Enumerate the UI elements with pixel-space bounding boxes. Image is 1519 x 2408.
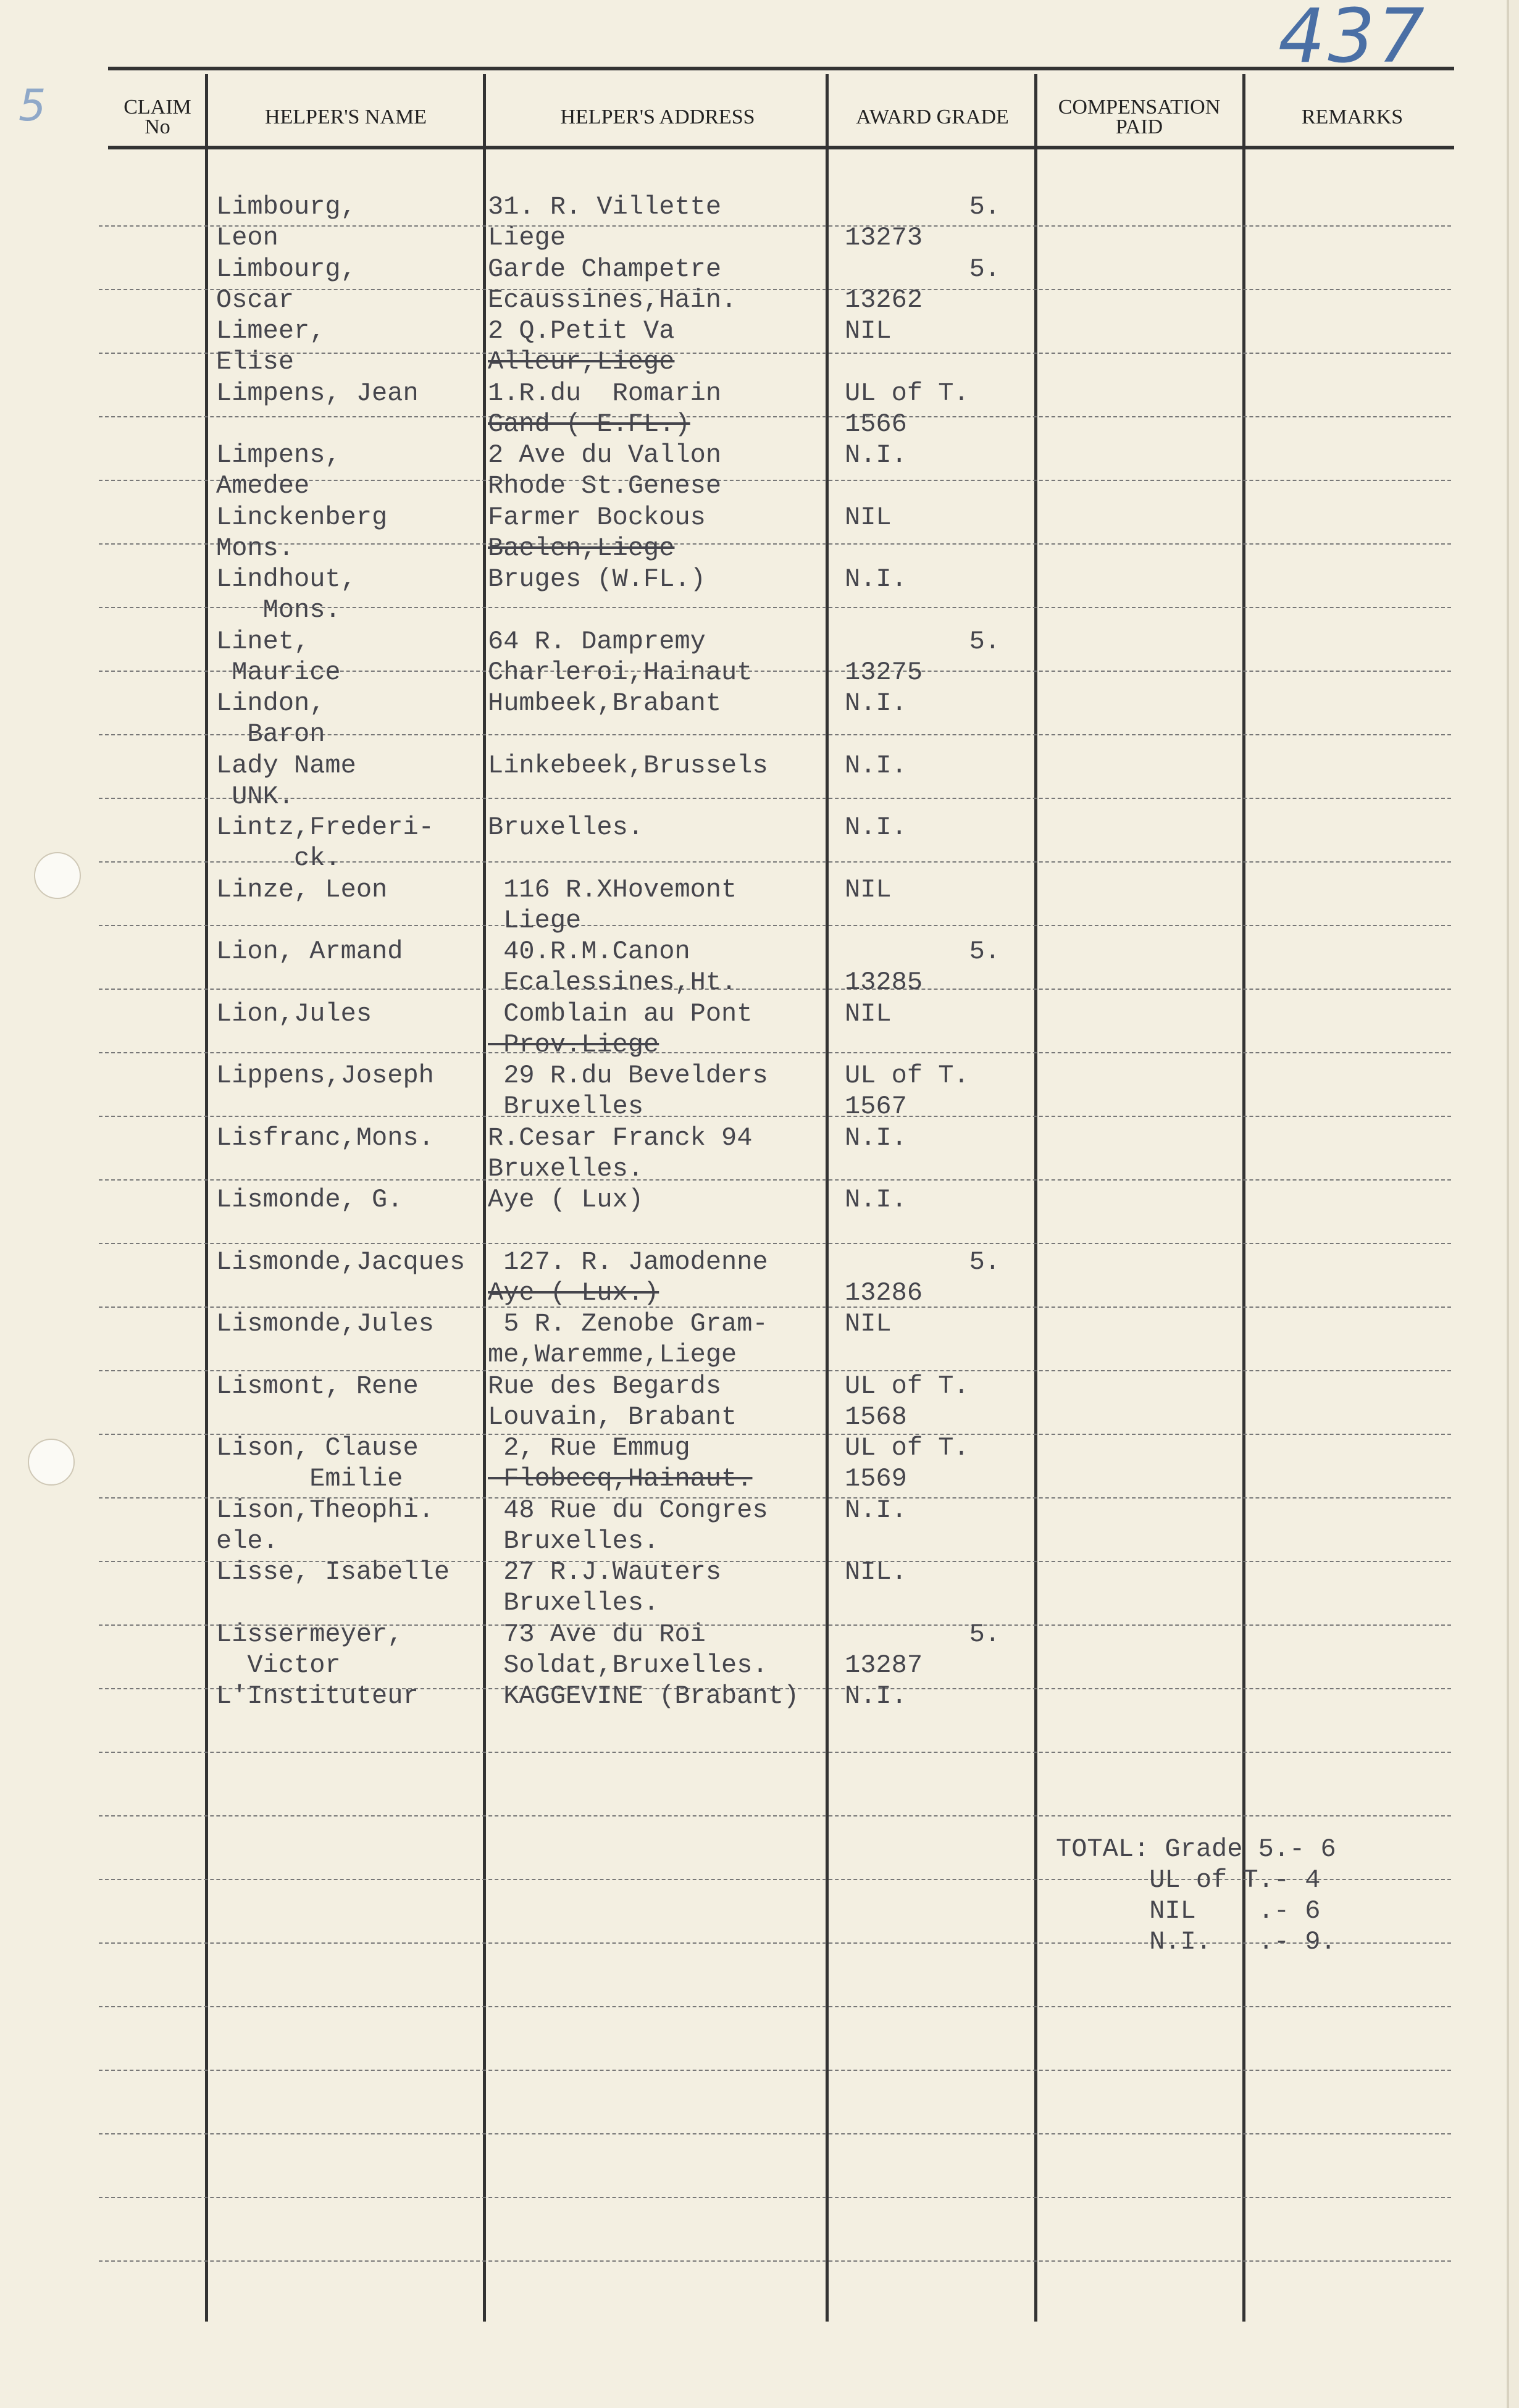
helper-name bbox=[216, 316, 325, 377]
award-grade bbox=[840, 688, 1000, 719]
award-value: N.I. bbox=[845, 813, 907, 842]
ruled-line bbox=[99, 2070, 1451, 2071]
header-helper-address: HELPER'S ADDRESS bbox=[560, 106, 755, 128]
table-row bbox=[0, 750, 1507, 812]
award-grade bbox=[840, 1060, 1000, 1122]
helper-name-line: Lady Name bbox=[216, 750, 356, 780]
table-row bbox=[0, 998, 1507, 1060]
award-grade bbox=[840, 1371, 1000, 1432]
award-grade bbox=[840, 378, 1000, 440]
helper-name-line: Lismonde,Jules bbox=[216, 1309, 434, 1339]
helper-name bbox=[216, 1308, 434, 1339]
table-row bbox=[0, 316, 1507, 377]
grade-value: 5. bbox=[969, 1619, 1000, 1649]
table-row bbox=[0, 1122, 1507, 1184]
helper-address bbox=[488, 750, 768, 781]
helper-address-line: 64 R. Dampremy bbox=[488, 626, 706, 656]
totals-block bbox=[1056, 1834, 1336, 1957]
helper-name bbox=[216, 1247, 465, 1277]
header-remarks: REMARKS bbox=[1301, 106, 1404, 128]
helper-name-line: Victor bbox=[216, 1650, 341, 1680]
helper-name-line: Emilie bbox=[216, 1464, 403, 1494]
helper-address bbox=[488, 502, 706, 564]
helper-name bbox=[216, 1495, 434, 1557]
helper-name bbox=[216, 750, 356, 812]
helper-address-line: 1.R.du Romarin bbox=[488, 378, 722, 408]
grade-value: 5. bbox=[969, 937, 1000, 966]
helper-address bbox=[488, 936, 737, 998]
table-row bbox=[0, 936, 1507, 998]
award-value: NIL. bbox=[845, 1557, 907, 1587]
helper-address-line: Bruxelles. bbox=[488, 1153, 644, 1184]
award-value: N.I. bbox=[845, 1681, 907, 1711]
award-value: NIL bbox=[845, 502, 892, 532]
award-grade bbox=[840, 1557, 1000, 1587]
ruled-line bbox=[99, 1752, 1451, 1753]
total-line: NIL .- 6 bbox=[1056, 1896, 1321, 1926]
header-claim-no: CLAIM No bbox=[123, 96, 191, 138]
helper-name-line: Mons. bbox=[216, 533, 295, 563]
award-grade bbox=[840, 1308, 1000, 1339]
helper-address-line: Prov.Liege bbox=[488, 1029, 659, 1060]
helper-address-line: Garde Champetre bbox=[488, 254, 722, 284]
helper-address-line: Comblain au Pont bbox=[488, 998, 753, 1029]
helper-address-line: me,Waremme,Liege bbox=[488, 1340, 737, 1369]
helper-address-line: Farmer Bockous bbox=[488, 502, 706, 532]
helper-name-line: Lismonde, G. bbox=[216, 1185, 403, 1214]
helper-name bbox=[216, 254, 356, 316]
helper-name-line: Lindon, bbox=[216, 688, 325, 718]
helper-address-line: 48 Rue du Congres bbox=[488, 1495, 768, 1525]
helper-address bbox=[488, 1060, 768, 1122]
helper-address bbox=[488, 1432, 752, 1494]
helper-address-line: Liege bbox=[488, 905, 582, 935]
total-line: UL of T.- 4 bbox=[1056, 1865, 1321, 1895]
helper-name bbox=[216, 1432, 419, 1494]
table-row bbox=[0, 378, 1507, 440]
helper-name-line: Limpens, Jean bbox=[216, 378, 419, 408]
table-row bbox=[0, 1060, 1507, 1122]
award-grade bbox=[840, 1432, 1000, 1494]
helper-name bbox=[216, 998, 372, 1029]
helper-address bbox=[488, 812, 643, 843]
helper-address bbox=[488, 688, 721, 719]
award-value: N.I. bbox=[845, 1122, 907, 1153]
grade-value: 5. bbox=[969, 626, 1000, 656]
award-value: N.I. bbox=[845, 564, 907, 594]
award-grade bbox=[840, 750, 1000, 781]
helper-name-line: Oscar bbox=[216, 285, 295, 315]
award-grade bbox=[840, 1122, 1000, 1153]
helper-address bbox=[488, 1247, 768, 1308]
award-value: N.I. bbox=[845, 750, 907, 780]
helper-address-line: 31. R. Villette bbox=[488, 192, 722, 222]
helper-address-line: Rue des Begards bbox=[488, 1371, 722, 1401]
helper-name bbox=[216, 564, 356, 625]
helper-address bbox=[488, 874, 737, 936]
helper-address-line: Alleur,Liege bbox=[488, 347, 675, 377]
award-value: UL of T. 1567 bbox=[845, 1061, 969, 1121]
award-value: N.I. bbox=[845, 1185, 907, 1214]
award-grade bbox=[840, 1495, 1000, 1526]
helper-address-line: 73 Ave du Roi bbox=[488, 1619, 706, 1649]
table-row bbox=[0, 1495, 1507, 1557]
award-value: 13275 bbox=[845, 657, 923, 687]
total-line: TOTAL: Grade 5.- 6 bbox=[1056, 1834, 1336, 1864]
table-row bbox=[0, 812, 1507, 874]
helper-name-line: Mons. bbox=[216, 595, 341, 625]
helper-name bbox=[216, 688, 325, 750]
table-row bbox=[0, 1371, 1507, 1432]
helper-name bbox=[216, 502, 387, 564]
table-row bbox=[0, 1247, 1507, 1308]
award-grade bbox=[840, 316, 1000, 346]
helper-name-line: ck. bbox=[216, 843, 341, 873]
award-value: NIL bbox=[845, 1309, 892, 1339]
helper-name-line: Lismont, Rene bbox=[216, 1371, 419, 1401]
helper-address-line: Ecaussines,Hain. bbox=[488, 285, 737, 315]
helper-address bbox=[488, 1122, 752, 1184]
helper-address-line: Rhode St.Genese bbox=[488, 471, 722, 501]
table-row bbox=[0, 1184, 1507, 1246]
ruled-line bbox=[99, 1815, 1451, 1816]
helper-name bbox=[216, 1557, 450, 1587]
helper-name bbox=[216, 626, 341, 688]
helper-name bbox=[216, 1184, 403, 1215]
helper-address-line: Soldat,Bruxelles. bbox=[488, 1650, 768, 1680]
table-row bbox=[0, 254, 1507, 316]
helper-address bbox=[488, 191, 721, 253]
award-value: UL of T. 1568 bbox=[845, 1371, 969, 1432]
helper-address-line: Linkebeek,Brussels bbox=[488, 750, 768, 780]
award-grade bbox=[840, 998, 1000, 1029]
table-row bbox=[0, 1681, 1507, 1742]
helper-name-line: L'Instituteur bbox=[216, 1681, 419, 1711]
helper-address-line: 5 R. Zenobe Gram- bbox=[488, 1309, 768, 1339]
helper-address-line: Aye ( Lux.) bbox=[488, 1277, 659, 1308]
grade-value: 5. bbox=[969, 192, 1000, 222]
helper-name-line: Lisse, Isabelle bbox=[216, 1557, 450, 1587]
helper-address-line: 2 Ave du Vallon bbox=[488, 440, 722, 470]
award-value: N.I. bbox=[845, 440, 907, 470]
award-value: 13286 bbox=[845, 1277, 923, 1308]
award-grade bbox=[840, 874, 1000, 905]
award-value: NIL bbox=[845, 874, 892, 905]
award-value: N.I. bbox=[845, 1495, 907, 1525]
helper-name-line: Lismonde,Jacques bbox=[216, 1247, 466, 1277]
helper-name-line: UNK. bbox=[216, 781, 295, 811]
helper-address-line: R.Cesar Franck 94 bbox=[488, 1122, 753, 1153]
helper-name-line: Limpens, bbox=[216, 440, 341, 470]
helper-address bbox=[488, 626, 752, 688]
helper-name-line: Lintz,Frederi- bbox=[216, 813, 434, 842]
helper-address bbox=[488, 1308, 768, 1370]
header-compensation-paid: COMPENSATION PAID bbox=[1058, 96, 1221, 138]
helper-name-line: Linze, Leon bbox=[216, 874, 388, 905]
table-row bbox=[0, 626, 1507, 688]
helper-name-line: Limeer, bbox=[216, 316, 325, 346]
helper-address bbox=[488, 378, 721, 440]
helper-address-line: KAGGEVINE (Brabant) bbox=[488, 1681, 800, 1711]
helper-name bbox=[216, 1371, 419, 1402]
helper-address-line: Flobecq,Hainaut. bbox=[488, 1464, 753, 1494]
helper-address-line: Louvain, Brabant bbox=[488, 1402, 737, 1432]
table-row bbox=[0, 440, 1507, 501]
helper-name bbox=[216, 812, 434, 874]
award-value: NIL bbox=[845, 316, 892, 346]
ruled-line bbox=[99, 2133, 1451, 2134]
helper-address-line: Charleroi,Hainaut bbox=[488, 657, 753, 687]
helper-address bbox=[488, 1495, 768, 1557]
table-row bbox=[0, 1432, 1507, 1494]
helper-address bbox=[488, 998, 752, 1060]
grade-value: 5. bbox=[969, 1247, 1000, 1277]
helper-address bbox=[488, 316, 674, 377]
helper-name-line: Lion,Jules bbox=[216, 998, 372, 1029]
header-award-grade: AWARD GRADE bbox=[856, 106, 1009, 128]
helper-address bbox=[488, 564, 706, 595]
helper-address bbox=[488, 1619, 768, 1681]
helper-name-line: Leon bbox=[216, 223, 278, 253]
helper-name bbox=[216, 378, 419, 409]
table-row bbox=[0, 874, 1507, 936]
helper-name bbox=[216, 874, 387, 905]
helper-address bbox=[488, 1557, 721, 1618]
helper-address bbox=[488, 254, 737, 316]
ruled-line bbox=[99, 2006, 1451, 2007]
helper-name bbox=[216, 191, 356, 253]
header-helper-name: HELPER'S NAME bbox=[264, 106, 427, 128]
helper-name bbox=[216, 1681, 419, 1712]
helper-address-line: Baelen,Liege bbox=[488, 533, 675, 563]
helper-name-line: ele. bbox=[216, 1526, 278, 1556]
table-row bbox=[0, 502, 1507, 564]
helper-name bbox=[216, 1060, 434, 1091]
award-grade bbox=[840, 1184, 1000, 1215]
helper-address-line: 127. R. Jamodenne bbox=[488, 1247, 768, 1277]
helper-address-line: 27 R.J.Wauters bbox=[488, 1557, 722, 1587]
award-value: 13287 bbox=[845, 1650, 923, 1680]
helper-address bbox=[488, 440, 721, 501]
helper-name bbox=[216, 1122, 434, 1153]
table-row bbox=[0, 1308, 1507, 1370]
award-grade bbox=[840, 440, 1000, 470]
helper-address-line: 2, Rue Emmug bbox=[488, 1433, 690, 1463]
helper-name-line: Lisfranc,Mons. bbox=[216, 1122, 434, 1153]
helper-name-line: Lion, Armand bbox=[216, 937, 403, 966]
helper-address bbox=[488, 1184, 643, 1215]
table-row bbox=[0, 1619, 1507, 1681]
helper-address-line: Bruxelles bbox=[488, 1092, 644, 1121]
page-number: 437 bbox=[1278, 0, 1428, 80]
helper-name-line: Maurice bbox=[216, 657, 341, 687]
helper-name-line: Limbourg, bbox=[216, 192, 356, 222]
helper-address-line: 116 R.XHovemont bbox=[488, 874, 737, 905]
award-value: NIL bbox=[845, 998, 892, 1029]
helper-address-line: Bruxelles. bbox=[488, 1588, 659, 1618]
award-value: 13285 bbox=[845, 968, 923, 997]
helper-address-line: Humbeek,Brabant bbox=[488, 688, 722, 718]
helper-address-line: 29 R.du Bevelders bbox=[488, 1061, 768, 1090]
award-value: UL of T. 1566 bbox=[845, 378, 969, 439]
helper-name-line: Limbourg, bbox=[216, 254, 356, 284]
award-value: 13273 bbox=[845, 223, 923, 253]
helper-address bbox=[488, 1681, 799, 1712]
award-value: UL of T. 1569 bbox=[845, 1433, 969, 1494]
helper-name bbox=[216, 936, 403, 967]
award-grade bbox=[840, 812, 1000, 843]
helper-address-line: Bruxelles. bbox=[488, 1526, 659, 1556]
helper-name-line: Lissermeyer, bbox=[216, 1619, 403, 1649]
helper-name bbox=[216, 1619, 403, 1681]
helper-name bbox=[216, 440, 341, 501]
helper-address-line: Liege bbox=[488, 223, 566, 253]
helper-address-line: Gand ( E.FL.) bbox=[488, 409, 690, 439]
helper-name-line: Amedee bbox=[216, 471, 310, 501]
helper-address-line: Ecalessines,Ht. bbox=[488, 968, 737, 997]
award-grade bbox=[840, 502, 1000, 533]
award-grade bbox=[840, 1681, 1000, 1712]
helper-name-line: Elise bbox=[216, 347, 295, 377]
margin-mark: 5 bbox=[19, 80, 46, 131]
table-row bbox=[0, 191, 1507, 253]
helper-address-line: Bruges (W.FL.) bbox=[488, 564, 706, 594]
helper-address-line: Aye ( Lux) bbox=[488, 1185, 644, 1214]
ruled-line bbox=[99, 2260, 1451, 2262]
helper-address-line: Bruxelles. bbox=[488, 813, 644, 842]
helper-name-line: Lison, Clause bbox=[216, 1433, 419, 1463]
helper-name-line: Baron bbox=[216, 719, 325, 749]
helper-name-line: Linckenberg bbox=[216, 502, 388, 532]
helper-name-line: Lippens,Joseph bbox=[216, 1061, 434, 1090]
helper-name-line: Lison,Theophi. bbox=[216, 1495, 434, 1525]
table-row bbox=[0, 564, 1507, 625]
helper-address bbox=[488, 1371, 737, 1432]
header-top-rule bbox=[108, 67, 1454, 70]
award-value: 13262 bbox=[845, 285, 923, 315]
table-row bbox=[0, 1557, 1507, 1618]
grade-value: 5. bbox=[969, 254, 1000, 284]
helper-name-line: Linet, bbox=[216, 626, 310, 656]
award-grade bbox=[840, 564, 1000, 595]
helper-name-line: Lindhout, bbox=[216, 564, 356, 594]
award-value: N.I. bbox=[845, 688, 907, 718]
helper-address-line: 2 Q.Petit Va bbox=[488, 316, 675, 346]
helper-address-line: 40.R.M.Canon bbox=[488, 937, 690, 966]
table-row bbox=[0, 688, 1507, 750]
total-line: N.I. .- 9. bbox=[1056, 1927, 1336, 1957]
ruled-line bbox=[99, 2197, 1451, 2198]
